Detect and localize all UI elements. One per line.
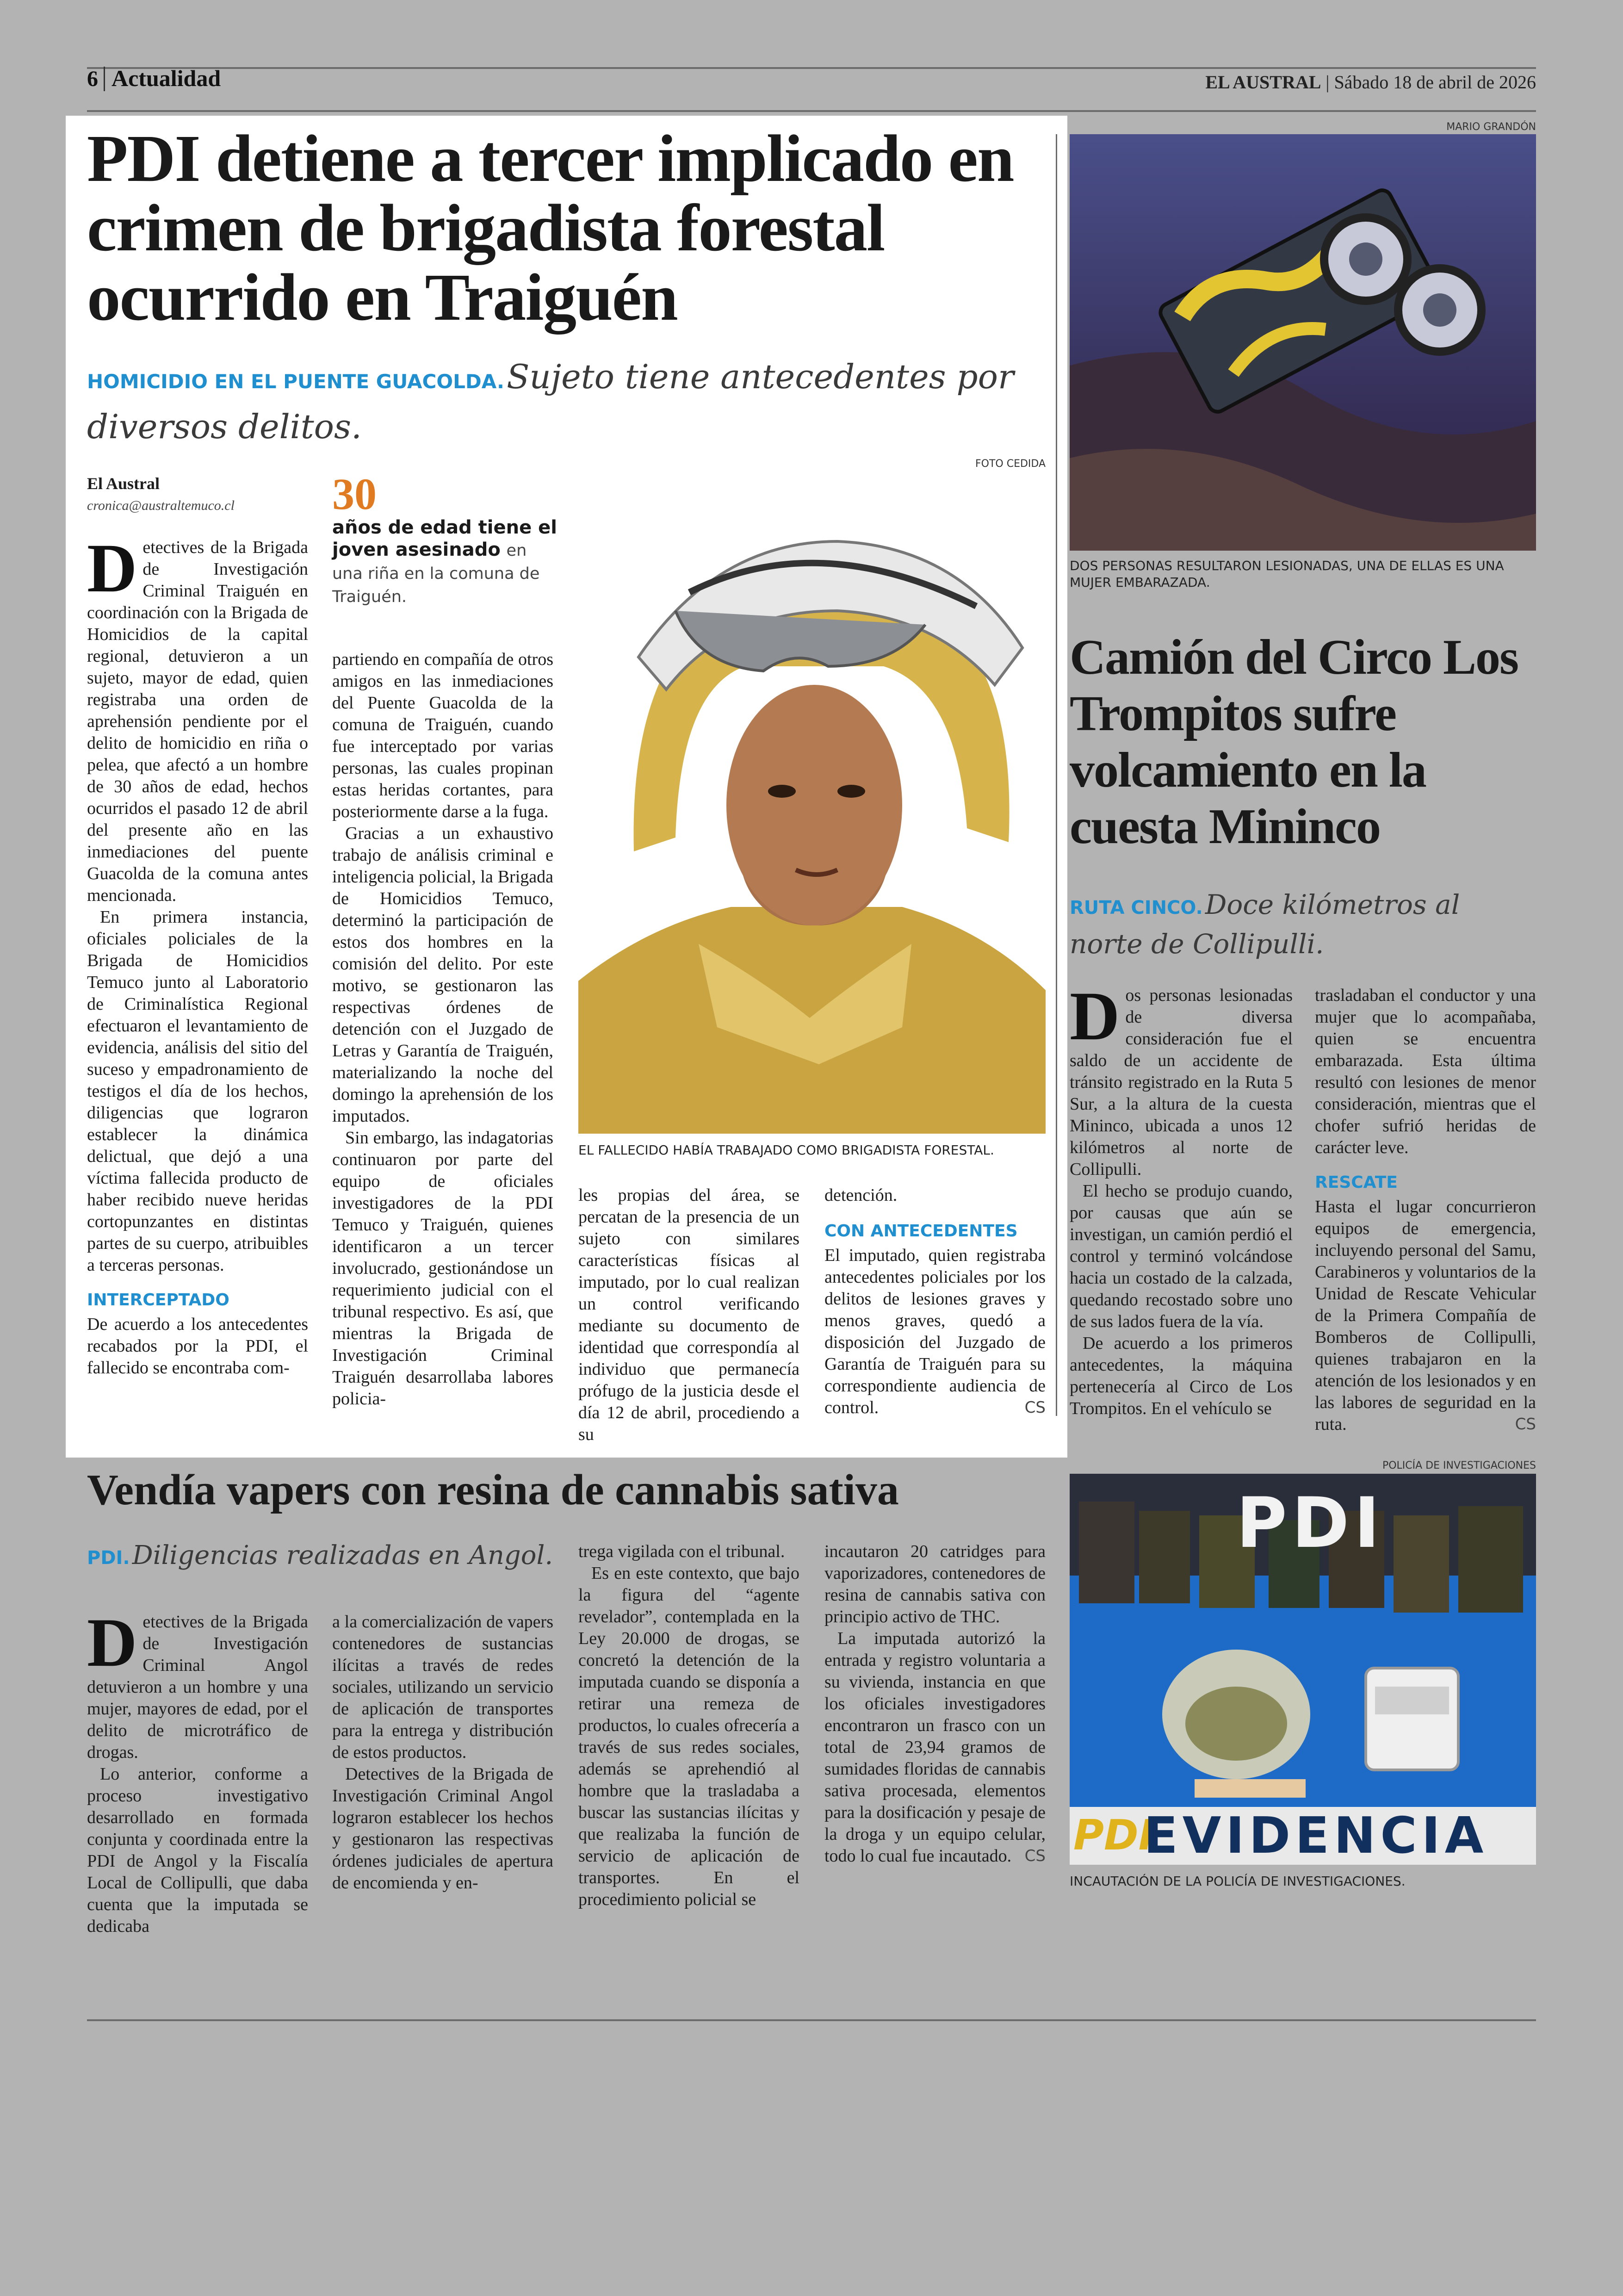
main-column-2 — [332, 649, 553, 1410]
vapers-paragraph: a la comercialización de vapers contenedores de sustancias ilícitas a través de redes sociales, utilizando un servicio de aplicación de transportes para la entrega y distribución de estos productos. — [332, 1612, 553, 1762]
byline-email: cronica@australtemuco.cl — [87, 498, 235, 513]
circus-deck — [1070, 888, 1536, 967]
circus-paragraph: Hasta el lugar concurrieron equipos de emergencia, incluyendo personal del Samu, Carabineros y voluntarios de la Unidad de Rescate Vehicular de la Primera Compañía de Bomberos de Collipulli, quienes trabajaron en la atención de los lesionados y en las labores de seguridad en la ruta. CS — [1315, 1196, 1536, 1435]
end-mark: CS — [1515, 1415, 1536, 1433]
section-header — [87, 65, 221, 92]
drop-cap: D — [87, 530, 137, 607]
subhead-con-antecedentes: CON ANTECEDENTES — [824, 1222, 1018, 1241]
main-paragraph: partiendo en compañía de otros amigos en las inmediaciones del Puente Guacolda de la comuna de Traiguén, cuando fue interceptado por varias personas, las cuales propinan estas heridas cortantes, para posteriormente darse a la fuga. — [332, 650, 553, 821]
vapers-drop-cap: D — [87, 1604, 137, 1681]
circus-column-2 — [1315, 985, 1536, 1435]
photo-caption: EL FALLECIDO HABÍA TRABAJADO COMO BRIGADISTA FORESTAL. — [578, 1142, 994, 1158]
main-paragraph: Sin embargo, las indagatorias continuaron por parte del equipo de oficiales investigadores de la PDI Temuco y Traiguén, quienes identificaron a un tercer involucrado, gestionándose un requerimiento judicial con el tribunal respectivo. Es así, que mientras la Brigada de Investigación Criminal Traiguén desarrollaba labores policia- — [332, 1128, 553, 1409]
vapers-column-4 — [824, 1541, 1046, 1867]
main-deck-text: Sujeto tiene antecedentes por diversos delitos. — [87, 357, 1014, 446]
circus-deck-text: Doce kilómetros al norte de Collipulli. — [1070, 889, 1460, 960]
subhead-rescate: RESCATE — [1315, 1173, 1398, 1192]
main-paragraph: Gracias a un exhaustivo trabajo de análisis criminal e inteligencia policial, la Brigada de Homicidios Temuco, determinó la participación de estos dos hombres en la comisión del delito. Por este motivo, se gestionaron las respectivas órdenes de detención con el Juzgado de Letras y Garantía de Traiguén, materializando la noche del domingo la aprehensión de los imputados. — [332, 824, 553, 1126]
main-headline: PDI detiene a tercer implicado en crimen de brigadista forestal ocurrido en Traiguén — [87, 122, 1014, 335]
main-paragraph: De acuerdo a los antecedentes recabados por la PDI, el fallecido se encontraba com- — [87, 1315, 308, 1378]
main-deck — [87, 356, 1040, 456]
main-kicker: HOMICIDIO EN EL PUENTE GUACOLDA. — [87, 370, 504, 393]
vapers-column-2 — [332, 1611, 553, 1894]
stat-text: en una riña en la comuna de Traiguén. — [332, 541, 540, 606]
circus-paragraph: Dos personas lesionadas de diversa consideración fue el saldo de un accidente de tránsito registrado en la Ruta 5 Sur, a la altura de la cuesta Mininco, ubicada a unos 12 kilómetros al norte de Collipulli. — [1070, 978, 1293, 1179]
vapers-paragraph: Es en este contexto, que bajo la figura del “agente revelador”, contemplada en la Ley 20.000 de drogas, se concretó la detención de la imputada cuando se disponía a retirar una remeza de productos, lo cuales ofrecería a través de sus redes sociales, además se aprehendió al hombre que la trasladaba a buscar las sustancias ilícitas y que realizaba la función de servicio de aplicación de transportes. En el procedimiento policial se — [578, 1564, 799, 1909]
header-bottom-rule — [87, 110, 1536, 112]
vapers-paragraph: incautaron 20 catridges para vaporizadores, contenedores de resina de cannabis sativa con principio activo de THC. — [824, 1542, 1046, 1626]
stat-box — [332, 469, 559, 608]
issue-date: Sábado 18 de abril de 2026 — [1334, 72, 1536, 93]
bottom-rule — [87, 2019, 1536, 2021]
stat-number: 30 — [332, 469, 377, 519]
section-name: Actualidad — [112, 65, 221, 91]
end-mark: CS — [1024, 1398, 1046, 1417]
vapers-paragraph: Lo anterior, conforme a proceso investigativo desarrollado en formada conjunta y coordinada entre la PDI de Angol y la Fiscalía Local de Collipulli, que daba cuenta que la imputada se dedicaba — [87, 1764, 308, 1936]
main-column-1 — [87, 473, 308, 1379]
newspaper-name: EL AUSTRAL — [1205, 72, 1321, 93]
vapers-paragraph: La imputada autorizó la entrada y registro voluntaria a su vivienda, instancia en que los oficiales investigadores encontraron un frasco con un total de 23,94 gramos de sumidades floridas de cannabis sativa procesada, elementos para la dosificación y pesaje de la droga y un equipo celular, todo lo cual fue incautado. CS — [824, 1628, 1046, 1867]
vapers-column-3 — [578, 1541, 799, 1911]
masthead-date: EL AUSTRAL | Sábado 18 de abril de 2026 — [1205, 72, 1536, 93]
main-paragraph: El imputado, quien registraba antecedentes policiales por los delitos de lesiones graves y menos graves, quedó a disposición del Juzgado de Garantía de Traiguén para su correspondiente audiencia de control. CS — [824, 1245, 1046, 1419]
circus-photo-caption: DOS PERSONAS RESULTARON LESIONADAS, UNA DE ELLAS ES UNA MUJER EMBARAZADA. — [1070, 558, 1504, 590]
end-mark: CS — [1024, 1847, 1046, 1865]
evidencia-banner: EVIDENCIA — [1144, 1807, 1488, 1865]
main-column-4 — [824, 1185, 1046, 1419]
main-paragraph: les propias del área, se percatan de la presencia de un sujeto con similares características físicas al imputado, por lo cual realizan un control verificando mediante su documento de identidad que correspondía al individuo que permanecía prófugo de la justicia desde el día 12 de abril, procediendo a su — [578, 1185, 799, 1444]
evidence-photo — [1070, 1474, 1536, 1865]
main-paragraph: Detectives de la Brigada de Investigación Criminal Traiguén en coordinación con la Brigada de Homicidios de la capital regional, detuvieron a un sujeto, mayor de edad, quien registraba una orden de aprehensión pendiente por el delito de homicidio en riña o pelea, que afectó a un hombre de 30 años de edad, hechos ocurridos el pasado 12 de abril del presente año en las inmediaciones del puente Guacolda de la comuna antes mencionada. — [87, 530, 308, 905]
main-paragraph: En primera instancia, oficiales policiales de la Brigada de Homicidios Temuco junto al Laboratorio de Criminalística Regional efectuaron el levantamiento de evidencia, análisis del sitio del suceso y empadronamiento de testigos el día de los hechos, diligencias que lograron establecer la dinámica delictual, que dejó a una víctima fallecida producto de haber recibido nueve heridas cortopunzantes en distintas partes de su cuerpo, atribuibles a terceras personas. — [87, 907, 308, 1275]
vapers-column-1 — [87, 1604, 308, 1937]
vapers-headline: Vendía vapers con resina de cannabis sativa — [87, 1466, 899, 1514]
circus-headline: Camión del Circo Los Trompitos sufre volcamiento en la cuesta Mininco — [1070, 630, 1518, 854]
brigadista-photo — [578, 472, 1046, 1134]
subhead-interceptado: INTERCEPTADO — [87, 1291, 229, 1309]
top-rule — [87, 67, 1536, 69]
page-number: 6 — [87, 67, 105, 91]
main-column-3 — [578, 1185, 799, 1446]
vapers-paragraph: trega vigilada con el tribunal. — [578, 1542, 785, 1561]
circus-truck-photo — [1070, 134, 1536, 551]
byline: El Austral — [87, 474, 160, 493]
vapers-deck-text: Diligencias realizadas en Angol. — [132, 1540, 553, 1570]
main-paragraph: detención. — [824, 1185, 898, 1205]
vapers-paragraph: Detectives de la Brigada de Investigación Criminal Angol lograron establecer los hechos y gestionaron las respectivas órdenes judiciales de apertura de encomienda y en- — [332, 1764, 553, 1893]
banner-prefix: PDI — [1073, 1811, 1154, 1860]
circus-kicker: RUTA CINCO. — [1070, 897, 1203, 918]
vapers-paragraph: Detectives de la Brigada de Investigación Criminal Angol detuvieron a un hombre y una mujer, mayores de edad, por el delito de microtráfico de drogas. — [87, 1604, 308, 1762]
circus-drop-cap: D — [1070, 978, 1120, 1055]
photo-credit: FOTO CEDIDA — [975, 458, 1046, 470]
pdi-sign: PDI — [1236, 1483, 1385, 1564]
stat-bold: años de edad tiene el joven asesinado — [332, 517, 558, 560]
circus-paragraph: El hecho se produjo cuando, por causas que aún se investigan, un camión perdió el control y terminó volcándose hacia un costado de la calzada, quedando recostado sobre uno de sus lados fuera de la vía. — [1070, 1181, 1293, 1331]
circus-column-1 — [1070, 978, 1293, 1420]
evidence-photo-caption: INCAUTACIÓN DE LA POLICÍA DE INVESTIGACIONES. — [1070, 1874, 1406, 1889]
vapers-photo-credit: POLICÍA DE INVESTIGACIONES — [1382, 1460, 1536, 1471]
circus-photo-credit: MARIO GRANDÓN — [1446, 121, 1536, 133]
circus-paragraph: trasladaban el conductor y una mujer que lo acompañaba, quien se encuentra embarazada. Esta última resultó con lesiones de menor consideración, mientras que el chofer sufrió heridas de carácter leve. — [1315, 986, 1536, 1157]
vapers-kicker: PDI. — [87, 1547, 130, 1569]
circus-paragraph: De acuerdo a los primeros antecedentes, la máquina pertenecería al Circo de Los Trompitos. En el vehículo se — [1070, 1334, 1293, 1418]
